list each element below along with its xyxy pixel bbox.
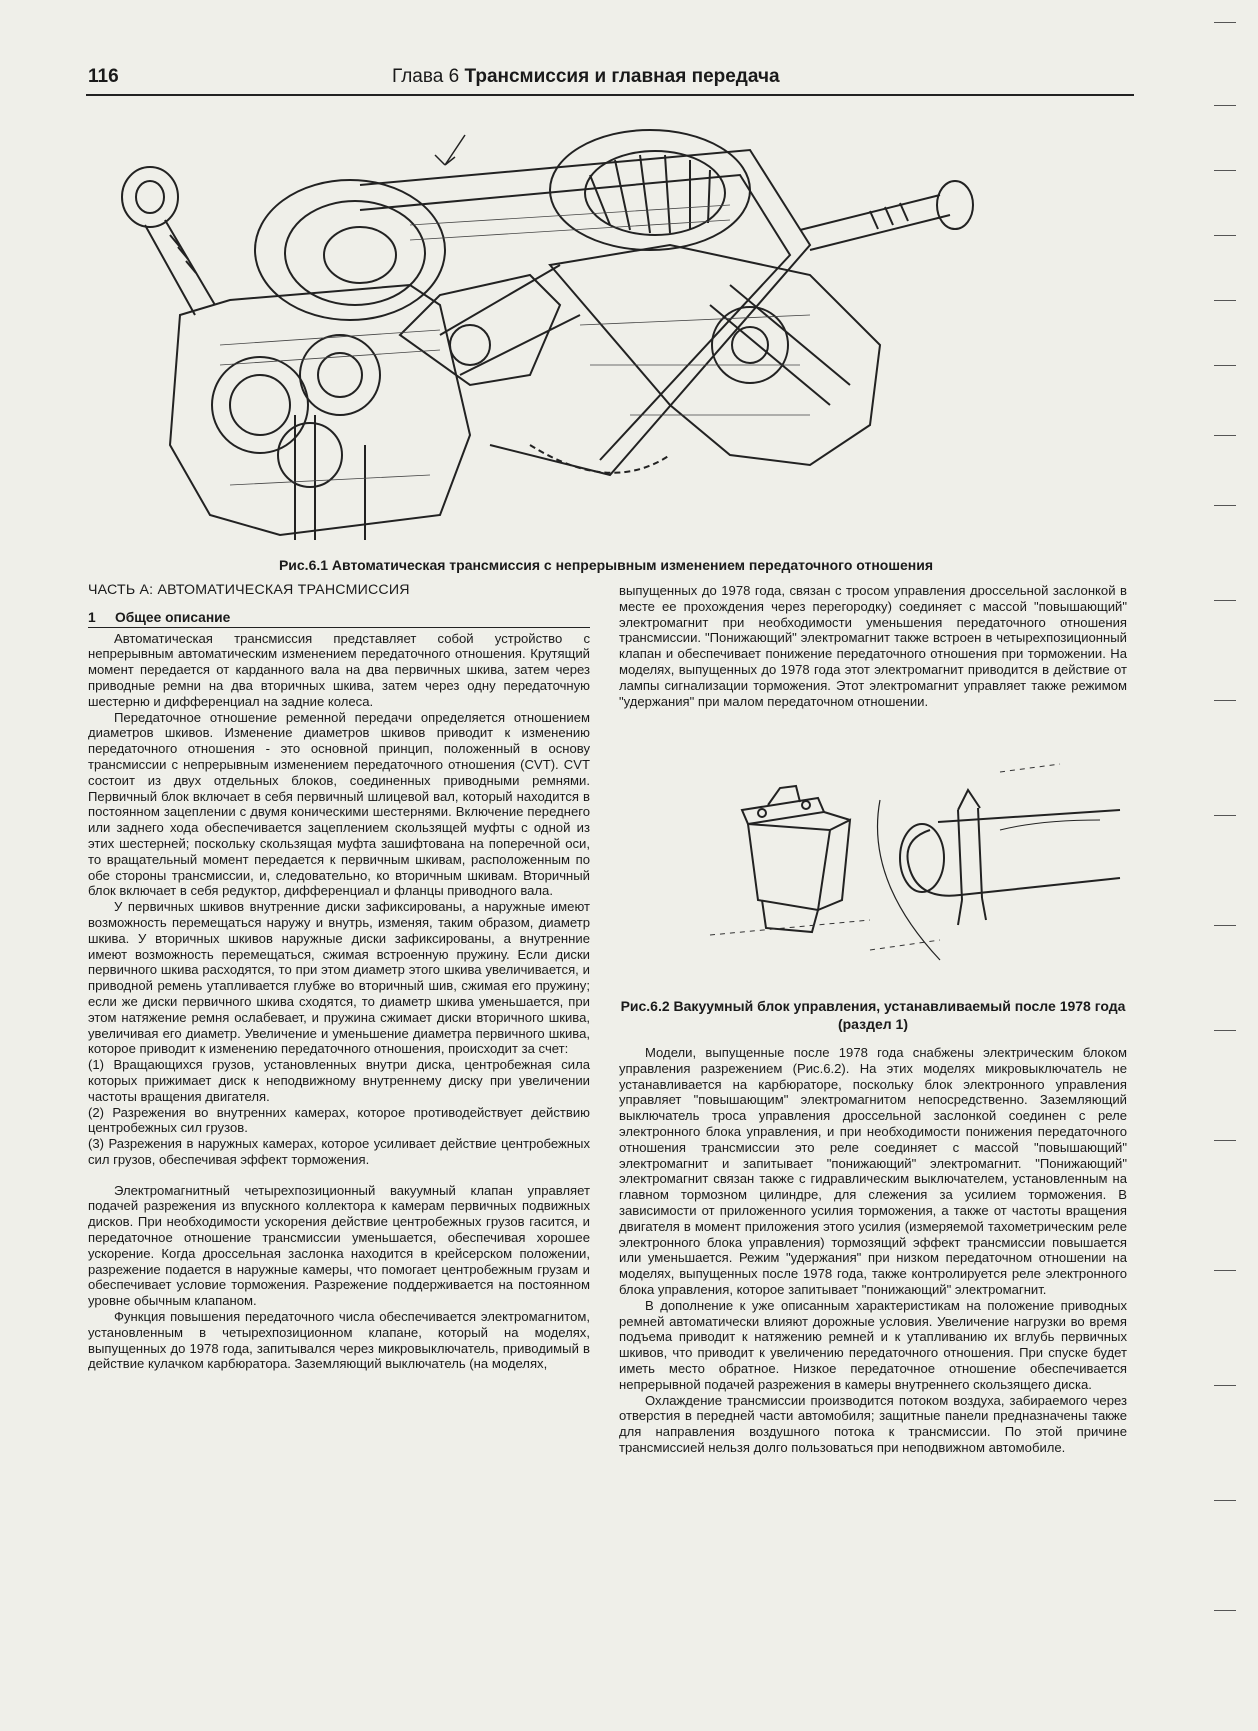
- list-item: (2) Разрежения во внутренних камерах, которое противодействует действию центробежных сил грузов.: [88, 1104, 590, 1136]
- paragraph: Автоматическая трансмиссия представляет собой устройство с непрерывным автоматическим изменением передаточного отношения. Крутящий момент передается от карданного вала на два первичных шкива, затем через приводные ремни на два вторичных шкива, затем через одну передаточную шестерню и дифференциал на задние колеса.: [88, 630, 590, 709]
- paragraph: Электромагнитный четырехпозиционный вакуумный клапан управляет подачей разрежения из впускного коллектора к камерам первичных подвижных дисков. При необходимости ускорения действие центробежных грузов гасится, и передаточное отношение трансмиссии уменьшается, обеспечивая хорошее ускорение. Когда дроссельная заслонка находится в крейсерском положении, разрежение подается в наружные камеры, что помогает центробежным грузам и обеспечивает условие торможения. Разрежение поддерживается на постоянном уровне обычным клапаном.: [88, 1182, 590, 1309]
- page-number: 116: [88, 66, 119, 87]
- section-heading: [88, 610, 590, 628]
- figure-cvt-transmission: [110, 115, 990, 545]
- part-title: ЧАСТЬ А: АВТОМАТИЧЕСКАЯ ТРАНСМИССИЯ: [88, 582, 410, 598]
- right-column-top: [619, 583, 1127, 709]
- chapter-title: Трансмиссия и главная передача: [464, 66, 780, 87]
- chapter-label: Глава 6: [392, 66, 460, 87]
- paragraph: Модели, выпущенные после 1978 года снабжены электрическим блоком управления разрежением (Рис.6.2). На этих моделях микровыключатель не устанавливается на карбюраторе, поскольку блок электронного управления управляет "повышающим" электромагнитом непосредственно. Заземляющий выключатель троса управления дроссельной заслонкой соединен с реле электронного блока управления, и при необходимости понижения передаточного отношения трансмиссии это реле соединяет с массой "повышающий" электромагнит и запитывает "понижающий" электромагнит. "Понижающий" электромагнит связан также с гидравлическим выключателем, установленным на главном тормозном цилиндре, для слежения за усилием торможения. В зависимости от приложенного усилия торможения, а также от частоты вращения двигателя в момент приложения этого усилия (измеряемой тахометрическим реле электронного блока управления) тормозящий эффект трансмиссии повышается или уменьшается. Режим "удержания" при низком передаточном отношении на моделях, выпущенных после 1978 года, также контролируется реле электронного блока управления, которое запитывает "понижающий" электромагнит.: [619, 1045, 1127, 1297]
- list-item: (1) Вращающихся грузов, установленных внутри диска, центробежная сила которых прижимает диск к неподвижному внутреннему диску при увеличении частоты вращения двигателя.: [88, 1057, 590, 1104]
- figure-vacuum-control-unit: [700, 760, 1130, 965]
- paragraph: У первичных шкивов внутренние диски зафиксированы, а наружные имеют возможность перемещаться наружу и внутрь, изменяя, таким образом, диаметр шкива. У вторичных шкивов наружные диски зафиксированы, а внутренние имеют возможность перемещаться, сжимая встроенную пружину. Если диски первичного шкива расходятся, то при этом диаметр этого шкива увеличивается, и приводной ремень утапливается глубже во вторичный шив, сжимая его пружину; если же диски первичного шкива сходятся, то диаметр шкива уменьшается, при этом натяжение ремня ослабевает, и пружина сжимает диски вторичного шкива, увеличивая его диаметр. Увеличение и уменьшение диаметра первичного шкива, которое приводит к изменению передаточного отношения, происходит за счет:: [88, 899, 590, 1057]
- paragraph: Функция повышения передаточного числа обеспечивается электромагнитом, установленным в четырехпозиционном клапане, который на моделях, выпущенных до 1978 года, запитывался через микровыключатель, приводимый в действие кулачком карбюратора. Заземляющий выключатель (на моделях,: [88, 1309, 590, 1372]
- running-header: [392, 66, 780, 88]
- figure2-caption: Рис.6.2 Вакуумный блок управления, устанавливаемый после 1978 года (раздел 1): [620, 998, 1126, 1032]
- paragraph: В дополнение к уже описанным характеристикам на положение приводных ремней автоматически влияют дорожные условия. Увеличение нагрузки во время подъема приводит к натяжению ремней и к утапливанию их вглубь первичных шкивов, что приводит к увеличению передаточного отношения. При спуске будет иметь место обратное. Низкое передаточное отношение обеспечивается непрерывной подачей разрежения в камеры внутреннего скользящего диска.: [619, 1297, 1127, 1392]
- list-item: (3) Разрежения в наружных камерах, которое усиливает действие центробежных сил грузов, обеспечивая эффект торможения.: [88, 1136, 590, 1167]
- section-title: Общее описание: [115, 609, 231, 625]
- right-column-bottom: [619, 1045, 1127, 1456]
- paragraph: выпущенных до 1978 года, связан с тросом управления дроссельной заслонкой в месте ее прохождения через перегородку) соединяет с массой "повышающий" электромагнит при необходимости уменьшения передаточного отношения трансмиссии. "Понижающий" электромагнит также встроен в четырехпозиционный клапан и обеспечивает понижение передаточного отношения при торможении. На моделях, выпущенных до 1978 года этот электромагнит приводится в действие от лампы сигнализации торможения. Этот электромагнит управляет также режимом "удержания" при малом передаточном отношении.: [619, 583, 1127, 709]
- left-column: [88, 583, 590, 1372]
- paragraph: Охлаждение трансмиссии производится потоком воздуха, забираемого через отверстия в передней части автомобиля; защитные панели предназначены также для направления воздушного потока к трансмиссии. По этой причине трансмиссией нельзя долго пользоваться при неподвижном автомобиле.: [619, 1392, 1127, 1455]
- section-number: 1: [88, 609, 96, 625]
- header-rule: [86, 94, 1134, 96]
- figure1-caption: Рис.6.1 Автоматическая трансмиссия с непрерывным изменением передаточного отношения: [278, 557, 934, 573]
- paragraph: Передаточное отношение ременной передачи определяется отношением диаметров шкивов. Изменение диаметров шкивов приводит к изменению передаточного отношения - это основной принцип, положенный в основу трансмиссии с непрерывным изменением передаточного отношения (CVT). CVT состоит из двух отдельных блоков, соединенных приводными ремнями. Первичный блок включает в себя первичный шлицевой вал, который находится в постоянном зацеплении с двумя коническими шестернями. Включение переднего или заднего хода обеспечивается зацеплением скользящей муфты с одной из этих шестерней; поскольку скользящая муфта зашифтована на поперечной оси, то вращательный момент передается к первичным шкивам, расположенным по обе стороны трансмиссии, и, следовательно, ко вторичным шкивам. Вторичный блок включает в себя редуктор, дифференциал и фланцы приводного вала.: [88, 709, 590, 899]
